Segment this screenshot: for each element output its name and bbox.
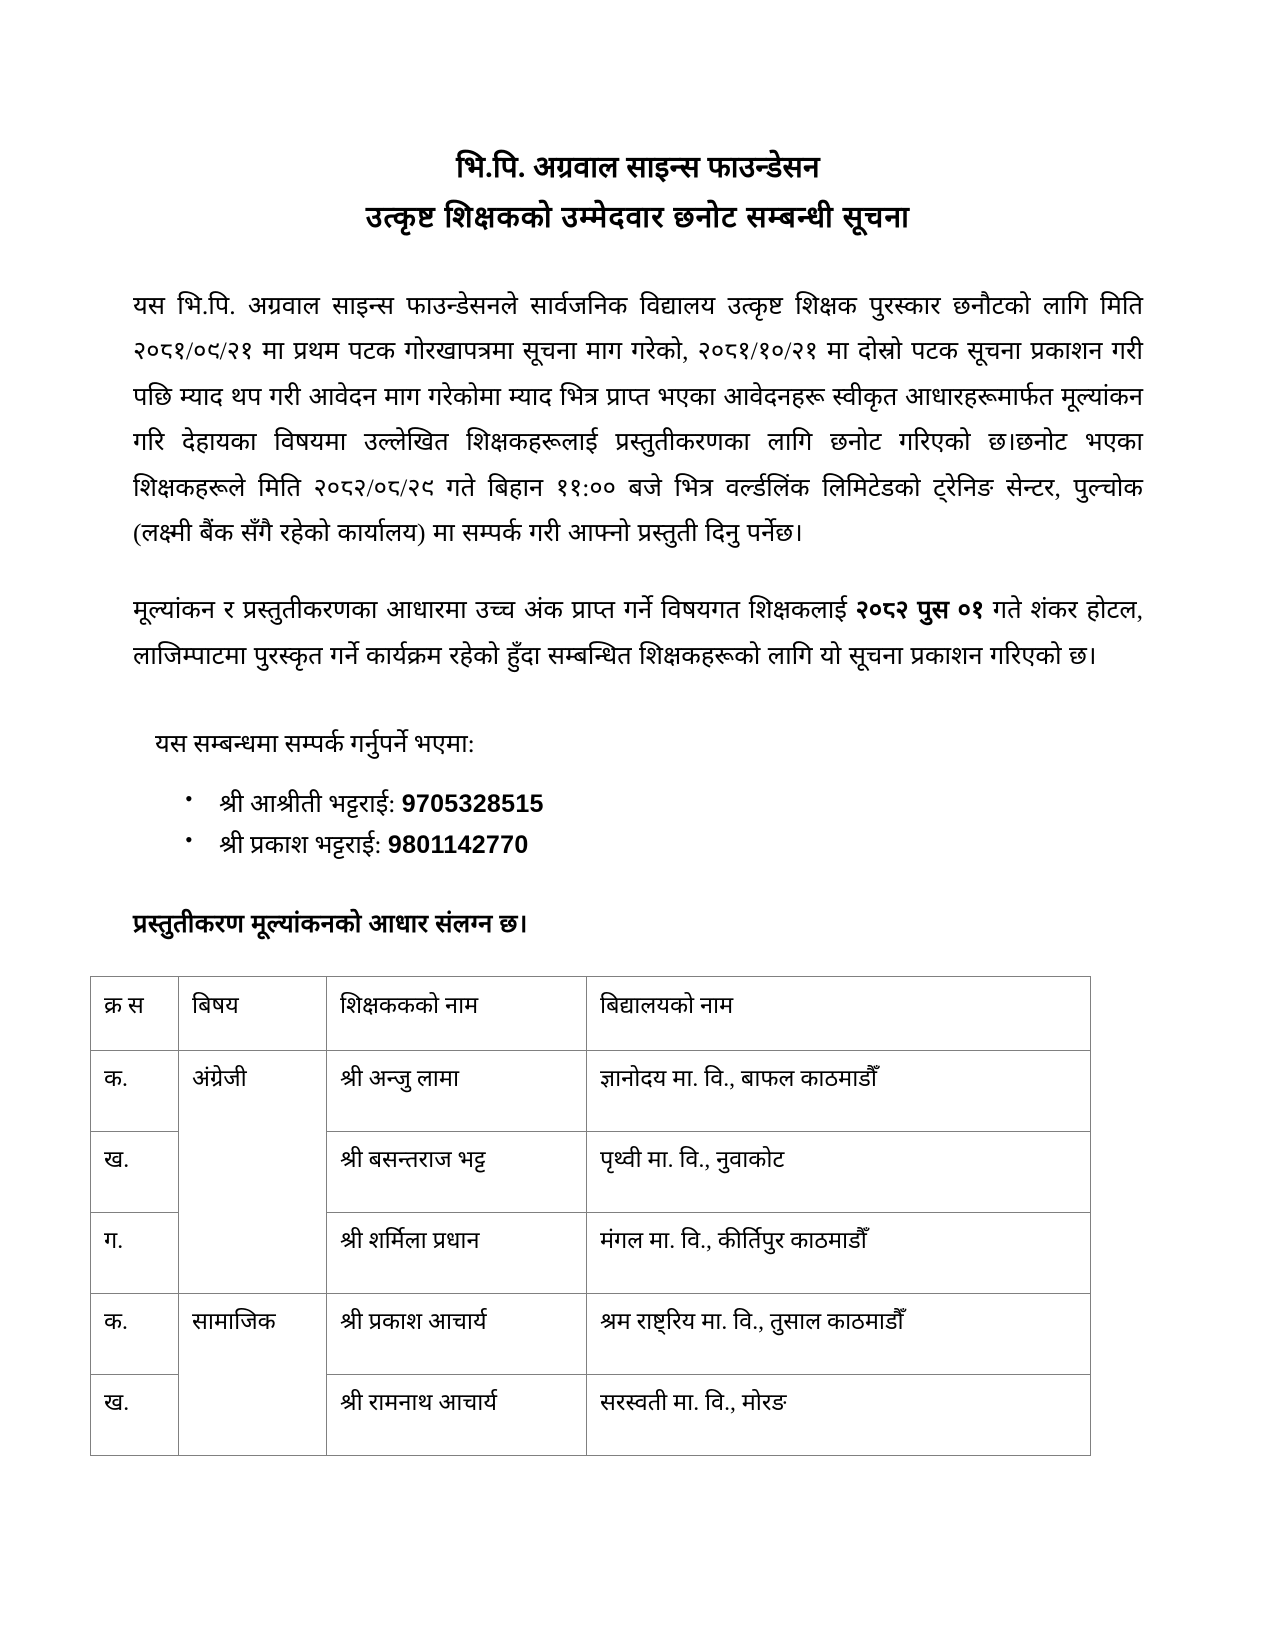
list-item [219,783,1143,825]
notice-paragraph-2 [133,587,1143,678]
list-item [219,824,1143,866]
cell-school-name: ज्ञानोदय मा. वि., बाफल काठमाडौँ [587,1050,1091,1131]
cell-serial: क. [91,1293,179,1374]
table-row [91,1050,1091,1131]
cell-serial: ग. [91,1212,179,1293]
table-header [91,976,1091,1050]
table-body [91,1050,1091,1455]
column-header-school-name: बिद्यालयको नाम [587,976,1091,1050]
cell-subject-english: अंग्रेजी [179,1050,327,1293]
page-title-organization: भि.पि. अग्रवाल साइन्स फाउन्डेसन [456,151,820,184]
column-header-serial: क्र स [91,976,179,1050]
cell-school-name: मंगल मा. वि., कीर्तिपुर काठमाडौँ [587,1212,1091,1293]
cell-teacher-name: श्री बसन्तराज भट्ट [327,1131,587,1212]
document-content [104,0,1143,1456]
cell-serial: ख. [91,1374,179,1455]
table-header-row [91,976,1091,1050]
cell-teacher-name: श्री शर्मिला प्रधान [327,1212,587,1293]
contact-name: श्री आश्रीती भट्टराई: [219,788,396,818]
contact-name: श्री प्रकाश भट्टराई: [219,830,382,860]
table-row [91,1293,1091,1374]
paragraph-2-text-start: मूल्यांकन र प्रस्तुतीकरणका आधारमा उच्च अंक प्राप्त गर्ने विषयगत शिक्षकलाई [133,595,856,625]
cell-teacher-name: श्री अन्जु लामा [327,1050,587,1131]
paragraph-2-text-end: गते शंकर होटल, लाजिम्पाटमा पुरस्कृत गर्ने कार्यक्रम रहेको हुँदा सम्बन्धित शिक्षकहरूको लागि यो सूचना प्रकाशन गरिएको छ। [133,595,1143,670]
page-title-subject: उत्कृष्ट शिक्षकको उम्मेदवार छनोट सम्बन्धी सूचना [365,200,911,234]
attachment-note: प्रस्तुतीकरण मूल्यांकनको आधार संलग्न छ। [133,908,528,938]
cell-teacher-name: श्री रामनाथ आचार्य [327,1374,587,1455]
cell-serial: ख. [91,1131,179,1212]
cell-school-name: श्रम राष्ट्रिय मा. वि., तुसाल काठमाडौँ [587,1293,1091,1374]
contact-list [133,783,1143,866]
cell-school-name: सरस्वती मा. वि., मोरङ [587,1374,1091,1455]
column-header-subject: बिषय [179,976,327,1050]
award-date-highlight: २०८२ पुस ०१ [855,595,985,625]
contact-phone[interactable]: 9801142770 [387,831,529,860]
cell-school-name: पृथ्वी मा. वि., नुवाकोट [587,1131,1091,1212]
cell-teacher-name: श्री प्रकाश आचार्य [327,1293,587,1374]
cell-subject-social: सामाजिक [179,1293,327,1455]
selected-teachers-table [90,976,1091,1456]
cell-serial: क. [91,1050,179,1131]
contact-intro-text: यस सम्बन्धमा सम्पर्क गर्नुपर्ने भएमा: [155,729,475,758]
contact-phone[interactable]: 9705328515 [401,789,544,818]
column-header-teacher-name: शिक्षककको नाम [327,976,587,1050]
notice-paragraph-1: यस भि.पि. अग्रवाल साइन्स फाउन्डेसनले सार्वजनिक विद्यालय उत्कृष्ट शिक्षक पुरस्कार छनौटको लागि मिति २०८१/०९/२१ मा प्रथम पटक गोरखापत्रमा सूचना माग गरेको, २०८१/१०/२१ मा दोस्रो पटक सूचना प्रकाशन गरी पछि म्याद थप गरी आवेदन माग गरेकोमा म्याद भित्र प्राप्त भएका आवेदनहरू स्वीकृत आधारहरूमार्फत मूल्यांकन गरि देहायका विषयमा उल्लेखित शिक्षकहरूलाई प्रस्तुतीकरणका लागि छनोट गरिएको छ।छनोट भएका शिक्षकहरूले मिति २०८२/०८/२९ गते बिहान ११:०० बजे भित्र वर्ल्डलिंक लिमिटेडको ट्रेनिङ सेन्टर, पुल्चोक (लक्ष्मी बैंक सँगै रहेको कार्यालय) मा सम्पर्क गरी आफ्नो प्रस्तुती दिनु पर्नेछ। [133,291,1143,547]
